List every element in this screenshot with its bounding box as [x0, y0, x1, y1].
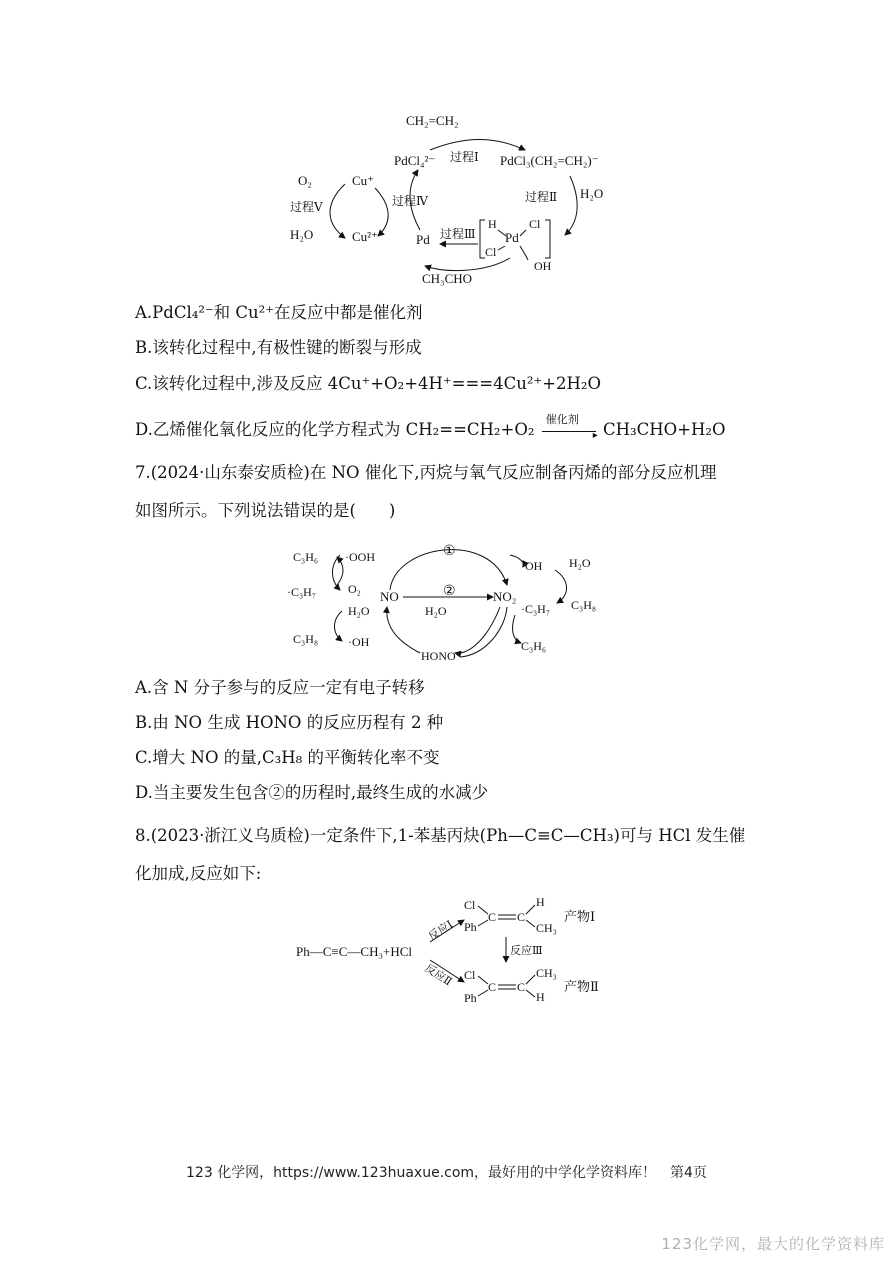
complex-cl2: Cl — [485, 245, 497, 259]
pd-label: Pd — [416, 232, 430, 247]
step1-label: 过程Ⅰ — [450, 150, 479, 164]
p2-c2: C — [517, 980, 526, 994]
q6-option-d — [135, 412, 726, 441]
q6-option-d-post: CH₃CHO+H₂O — [603, 420, 726, 439]
pdcl3-label: PdCl₃(CH₂=CH₂)⁻ — [500, 153, 599, 168]
c3h8-b: C₃H₈ — [571, 598, 597, 612]
reactant: Ph—C≡C—CH₃+HCl — [296, 944, 412, 959]
q7-option-a: A.含 N 分子参与的反应一定有电子转移 — [135, 678, 425, 697]
h2o-right-label: H₂O — [580, 186, 604, 201]
hono-label: HONO — [421, 649, 456, 663]
h2o-a: H₂O — [348, 604, 370, 618]
p2-c1: C — [488, 980, 497, 994]
step3-label: 过程Ⅲ — [440, 227, 476, 241]
ooh: ·OOH — [345, 550, 375, 564]
p1-ch3: CH₃ — [536, 921, 557, 935]
complex-oh: OH — [534, 259, 552, 273]
step4-label: 过程Ⅳ — [392, 194, 428, 208]
catalyst-label: 催化剂 — [545, 412, 579, 426]
reaction3-label: 反应Ⅲ — [510, 945, 543, 957]
q8-stem-line1: 8.(2023·浙江义乌质检)一定条件下,1-苯基丙炔(Ph—C≡C—CH₃)可与 HCl 发生催 — [135, 826, 746, 845]
c3h6-b: C₃H₆ — [521, 639, 547, 653]
c3h7-b: ·C₃H₇ — [521, 602, 551, 616]
h2o-left-label: H₂O — [290, 227, 314, 242]
o2-label: O₂ — [298, 173, 312, 188]
path1-label: ① — [443, 544, 456, 559]
q8-stem-line2: 化加成,反应如下: — [135, 864, 262, 883]
wacker-cycle-diagram — [280, 108, 620, 293]
oh-b: ·OH — [521, 559, 543, 573]
h2o-c: H₂O — [569, 556, 591, 570]
c3h8-a: C₃H₈ — [293, 632, 319, 646]
q6-option-b: B.该转化过程中,有极性键的断裂与形成 — [135, 338, 422, 357]
hcl-addition-diagram — [292, 890, 622, 1010]
p2-ch3: CH₃ — [536, 966, 557, 980]
p2-cl: Cl — [464, 968, 476, 982]
q7-stem-line2: 如图所示。下列说法错误的是( ) — [135, 501, 396, 520]
complex-cl1: Cl — [529, 217, 541, 231]
catalyst-arrow-line — [542, 431, 596, 432]
q7-stem-line1: 7.(2024·山东泰安质检)在 NO 催化下,丙烷与氧气反应制备丙烯的部分反应机理 — [135, 463, 717, 482]
complex-h: H — [488, 217, 497, 231]
h2o-b: H₂O — [425, 604, 447, 618]
q6-option-c: C.该转化过程中,涉及反应 4Cu⁺+O₂+4H⁺===4Cu²⁺+2H₂O — [135, 374, 602, 393]
c3h7-a: ·C₃H₇ — [287, 585, 317, 599]
product2-label: 产物Ⅱ — [564, 979, 599, 994]
o2-b: O₂ — [348, 582, 361, 596]
page-footer: 123 化学网，https://www.123huaxue.com，最好用的中学化学资料库！ 第4页 — [186, 1165, 707, 1181]
complex-pd: Pd — [505, 230, 519, 245]
p1-h: H — [536, 895, 545, 909]
cu2plus-label: Cu²⁺ — [352, 229, 378, 244]
product1-label: 产物Ⅰ — [564, 909, 596, 924]
q7-option-d: D.当主要发生包含②的历程时,最终生成的水减少 — [135, 783, 489, 802]
step2-label: 过程Ⅱ — [525, 190, 558, 204]
oh-a: ·OH — [348, 635, 370, 649]
pdcl4-label: PdCl₄²⁻ — [394, 153, 436, 168]
c3h6-a: C₃H₆ — [293, 550, 319, 564]
reaction1-label: 反应Ⅰ — [426, 918, 456, 944]
catalyst-arrow-head: ▸ — [592, 429, 598, 441]
step5-label: 过程Ⅴ — [290, 200, 323, 214]
no-catalysis-diagram — [285, 535, 605, 668]
watermark: 123化学网，最大的化学资料库 — [661, 1235, 885, 1253]
p2-ph: Ph — [464, 991, 477, 1005]
ethylene-label: CH₂=CH₂ — [406, 113, 459, 128]
p1-ph: Ph — [464, 920, 477, 934]
reaction2-label: 反应Ⅱ — [422, 962, 454, 989]
p1-c1: C — [488, 910, 497, 924]
q6-option-a: A.PdCl₄²⁻和 Cu²⁺在反应中都是催化剂 — [135, 303, 423, 322]
catalyst-arrow — [540, 412, 598, 441]
p1-c2: C — [517, 910, 526, 924]
p1-cl: Cl — [464, 898, 476, 912]
no2-label: NO₂ — [493, 589, 517, 604]
acetaldehyde-label: CH₃CHO — [422, 271, 473, 286]
cu-plus-label: Cu⁺ — [352, 173, 375, 188]
no-label: NO — [380, 589, 399, 604]
path2-label: ② — [443, 584, 456, 599]
q7-option-b: B.由 NO 生成 HONO 的反应历程有 2 种 — [135, 713, 444, 732]
q6-option-d-pre: D.乙烯催化氧化反应的化学方程式为 CH₂==CH₂+O₂ — [135, 420, 535, 439]
q7-option-c: C.增大 NO 的量,C₃H₈ 的平衡转化率不变 — [135, 748, 440, 767]
p2-h: H — [536, 990, 545, 1004]
